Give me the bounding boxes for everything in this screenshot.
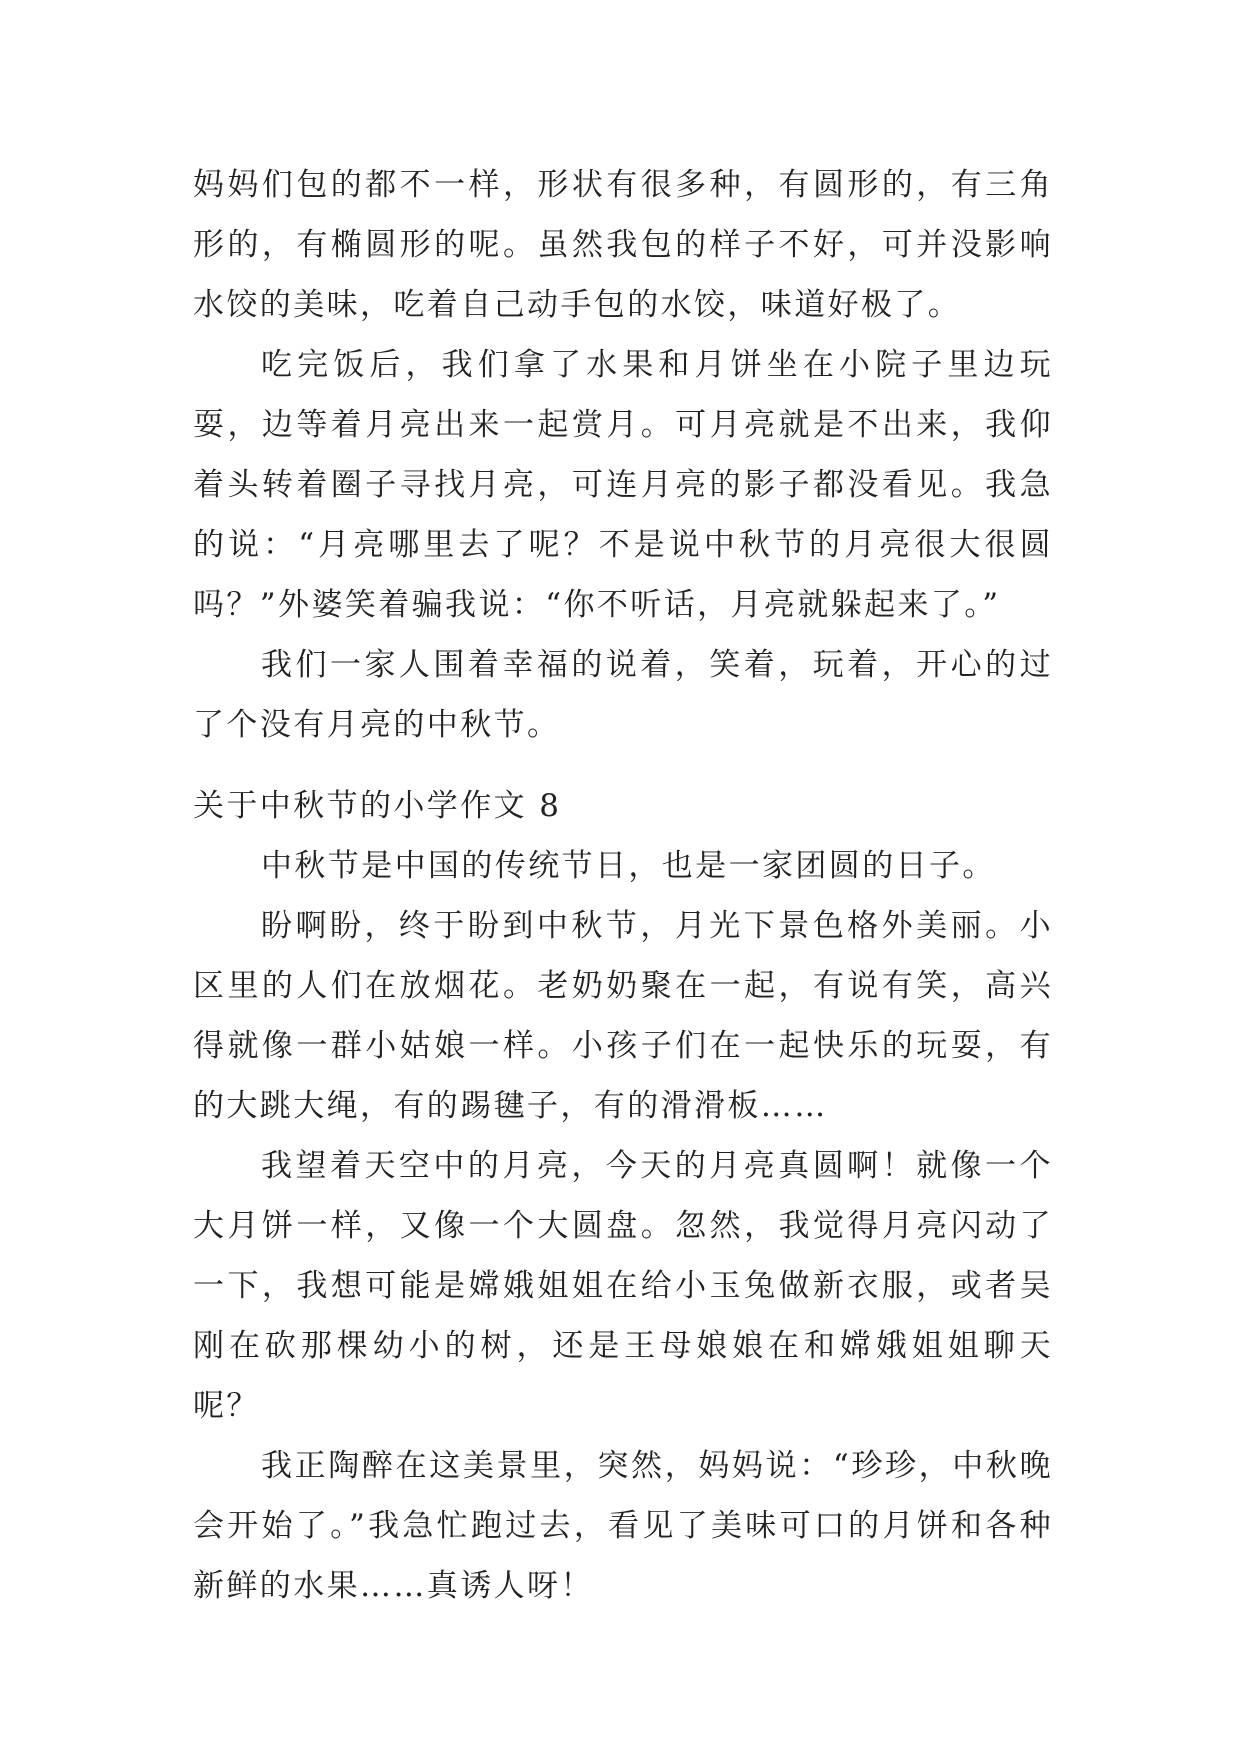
paragraph: 中秋节是中国的传统节日，也是一家团圆的日子。 <box>261 848 996 884</box>
paragraph: 我望着天空中的月亮，今天的月亮真圆啊！就像一个大月饼一样，又像一个大圆盘。忽然，我觉得月亮闪动了一下，我想可能是嫦娥姐姐在给小玉兔做新衣服，或者吴刚在砍那棵幼小的树，还是王母娘娘在和嫦娥姐姐聊天呢？ <box>193 1148 1053 1424</box>
paragraph: 我正陶醉在这美景里，突然，妈妈说：“珍珍，中秋晚会开始了。”我急忙跑过去，看见了美味可口的月饼和各种新鲜的水果……真诱人呀！ <box>193 1448 1053 1604</box>
paragraph: 妈妈们包的都不一样，形状有很多种，有圆形的，有三角形的，有椭圆形的呢。虽然我包的样子不好，可并没影响水饺的美味，吃着自己动手包的水饺，味道好极了。 <box>193 167 1053 323</box>
paragraph: 吃完饭后，我们拿了水果和月饼坐在小院子里边玩耍，边等着月亮出来一起赏月。可月亮就是不出来，我仰着头转着圈子寻找月亮，可连月亮的影子都没看见。我急的说：“月亮哪里去了呢？不是说中秋节的月亮很大很圆吗？”外婆笑着骗我说：“你不听话，月亮就躲起来了。” <box>193 347 1053 623</box>
essay-8 <box>193 776 1053 1616</box>
paragraph: 我们一家人围着幸福的说着，笑着，玩着，开心的过了个没有月亮的中秋节。 <box>193 647 1053 743</box>
essay-title: 关于中秋节的小学作文 8 <box>193 788 562 824</box>
previous-essay-continuation <box>193 155 1053 755</box>
paragraph: 盼啊盼，终于盼到中秋节，月光下景色格外美丽。小区里的人们在放烟花。老奶奶聚在一起，有说有笑，高兴得就像一群小姑娘一样。小孩子们在一起快乐的玩耍，有的大跳大绳，有的踢毽子，有的滑滑板…… <box>193 908 1053 1124</box>
